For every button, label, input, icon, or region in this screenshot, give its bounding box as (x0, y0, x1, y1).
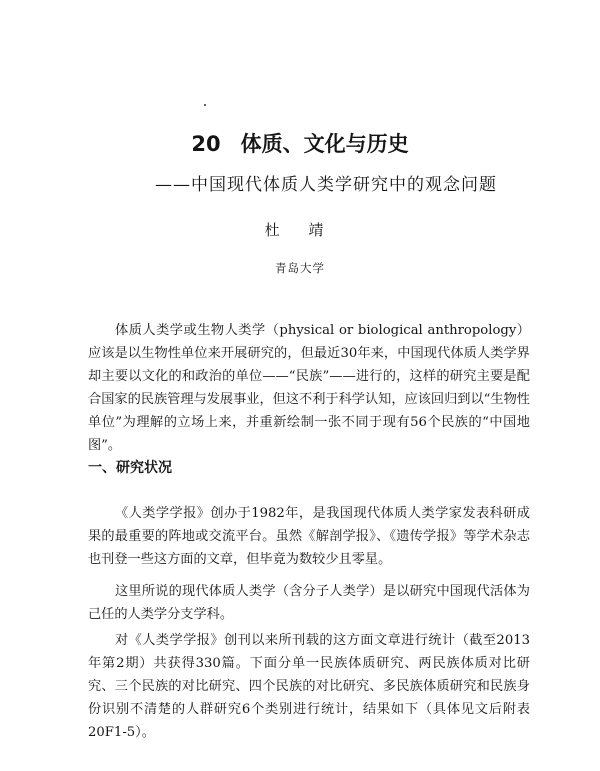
chapter-title (0, 128, 600, 158)
body-paragraph: 《人类学学报》创办于1982年，是我国现代体质人类学家发表科研成果的最重要的阵地或交流平台。虽然《解剖学报》、《遗传学报》等学术杂志也刊登一些这方面的文章，但毕竟为数较少且零星。 (88, 506, 530, 567)
section-heading: 一、研究状况 (88, 460, 172, 476)
abstract-paragraph: 体质人类学或生物人类学（physical or biological anthropology）应该是以生物性单位来开展研究的，但最近30年来，中国现代体质人类学界却主要以文化的和政治的单位——“民族”——进行的，这样的研究主要是配合国家的民族管理与发展事业，但这不利于科学认知，应该回归到以“生物性单位”为理解的立场上来，并重新绘制一张不同于现有56个民族的“中国地图”。 (88, 323, 530, 453)
author-affiliation: 青岛大学 (275, 261, 325, 275)
chapter-subtitle: ——中国现代体质人类学研究中的观念问题 (155, 175, 497, 195)
body-paragraph: 对《人类学学报》创刊以来所刊载的这方面文章进行统计（截至2013年第2期）共获得330篇。下面分单一民族体质研究、两民族体质对比研究、三个民族的对比研究、四个民族的对比研究、多民族体质研究和民族身份识别不清楚的人群研究6个类别进行统计，结果如下（具体见文后附表20F1-5）。 (88, 633, 530, 740)
body-paragraph: 这里所说的现代体质人类学（含分子人类学）是以研究中国现代活体为己任的人类学分支学科。 (88, 584, 530, 622)
stray-mark (204, 104, 206, 106)
chapter-title-text: 体质、文化与历史 (240, 132, 409, 156)
author-name: 杜 靖 (264, 221, 336, 239)
chapter-number: 20 (191, 132, 221, 156)
